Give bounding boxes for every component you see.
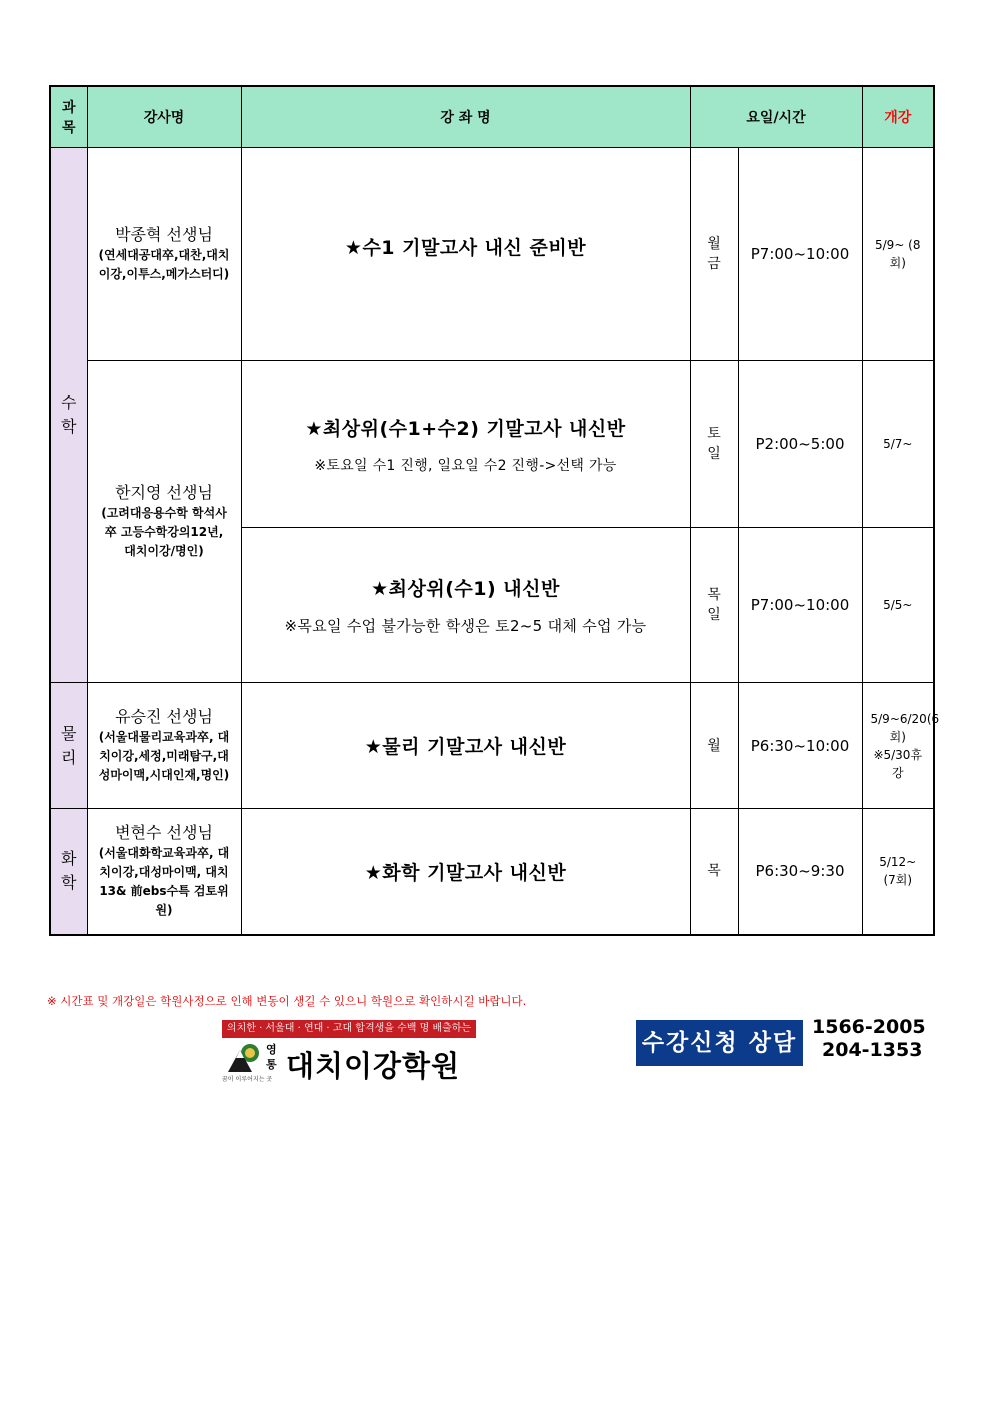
teacher-name: 한지영 선생님 [115,483,213,502]
time-cell: P2:00~5:00 [738,361,862,528]
teacher-name: 유승진 선생님 [115,707,213,726]
enrollment-consult-banner[interactable]: 수강신청 상담 [636,1020,803,1066]
phone-numbers [812,1016,926,1062]
day-cell: 토일 [690,361,738,528]
course-name: ★최상위(수1+수2) 기말고사 내신반 [305,417,626,440]
teacher-cell [87,683,241,809]
teacher-cell [87,148,241,361]
open-cell: 5/9~ (8회) [862,148,934,361]
teacher-name: 변현수 선생님 [115,823,213,843]
mountain-logo-icon [226,1042,266,1074]
subject-chemistry: 화학 [50,809,87,935]
time-cell: P7:00~10:00 [738,528,862,683]
course-cell [241,148,690,361]
course-cell [241,528,690,683]
course-cell [241,683,690,809]
teacher-cell [87,809,241,935]
table-row [50,683,934,809]
phone-number: 204-1353 [822,1039,923,1061]
phone-number: 1566-2005 [812,1016,926,1038]
header-subject: 과목 [50,86,87,148]
day-cell: 월 [690,683,738,809]
course-cell [241,361,690,528]
open-cell: 5/7~ [862,361,934,528]
subject-physics: 물리 [50,683,87,809]
logo-tagline: 의치한 · 서울대 · 연대 · 고대 합격생을 수백 명 배출하는 [222,1020,476,1038]
course-note: ※목요일 수업 불가능한 학생은 토2~5 대체 수업 가능 [284,617,647,635]
teacher-desc: (고려대응용수학 학석사卒 고등수학강의12년, 대치이강/명인) [101,506,227,558]
time-cell: P6:30~9:30 [738,809,862,935]
header-row [50,86,934,148]
course-name: ★물리 기말고사 내신반 [364,736,567,758]
teacher-name: 박종혁 선생님 [115,225,213,244]
day-cell: 목 [690,809,738,935]
course-name: ★수1 기말고사 내신 준비반 [344,236,587,259]
subject-math: 수학 [50,148,87,683]
header-course: 강 좌 명 [241,86,690,148]
header-teacher: 강사명 [87,86,241,148]
header-open: 개강 [862,86,934,148]
table-row [50,361,934,528]
logo-subtext: 꿈이 이루어지는 곳 [222,1076,273,1083]
day-cell: 목일 [690,528,738,683]
academy-logo [222,1020,478,1086]
teacher-desc: (서울대물리교육과卒, 대치이강,세정,미래탐구,대성마이맥,시대인재,명인) [98,730,230,782]
course-cell [241,809,690,935]
time-cell: P7:00~10:00 [738,148,862,361]
teacher-desc: (서울대화학교육과卒, 대치이강,대성마이맥, 대치13& 前ebs수특 검토위원) [98,846,230,918]
teacher-desc: (연세대공대卒,대찬,대치이강,이투스,메가스터디) [98,248,230,281]
schedule-notice: ※ 시간표 및 개강일은 학원사정으로 인해 변동이 생길 수 있으니 학원으로 확인하시길 바랍니다. [47,994,527,1008]
time-cell: P6:30~10:00 [738,683,862,809]
table-row [50,809,934,935]
schedule-table [49,85,940,936]
logo-branch: 영통 [266,1043,277,1071]
open-cell: 5/9~6/20(6회) ※5/30휴강 [862,683,934,809]
course-name: ★화학 기말고사 내신반 [364,861,567,884]
header-daytime: 요일/시간 [690,86,862,148]
table-row [50,148,934,361]
course-name: ★최상위(수1) 내신반 [371,578,560,600]
open-cell: 5/5~ [862,528,934,683]
day-cell: 월금 [690,148,738,361]
course-note: ※토요일 수1 진행, 일요일 수2 진행->선택 가능 [314,457,617,474]
open-cell: 5/12~ (7회) [862,809,934,935]
teacher-cell [87,361,241,683]
logo-name: 대치이강학원 [286,1049,461,1083]
